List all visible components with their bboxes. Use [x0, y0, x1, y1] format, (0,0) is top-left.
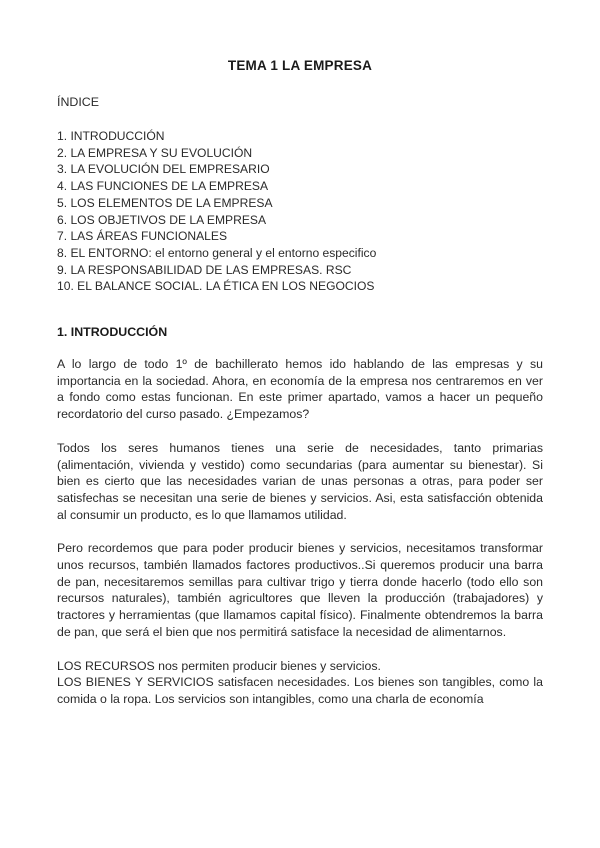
- toc-item: 6. LOS OBJETIVOS DE LA EMPRESA: [57, 212, 267, 227]
- page-title: TEMA 1 LA EMPRESA: [227, 58, 373, 73]
- toc-item: 8. EL ENTORNO: el entorno general y el entorno especifico: [57, 245, 377, 260]
- recursos-line: LOS RECURSOS nos permiten producir bienes y servicios.: [57, 658, 381, 673]
- toc-item: 1. INTRODUCCIÓN: [57, 129, 165, 143]
- section-heading-introduccion: 1. INTRODUCCIÓN: [57, 325, 168, 340]
- paragraph-intro: A lo largo de todo 1º de bachillerato hemos ido hablando de las empresas y su importancia en la sociedad. Ahora, en economía de la empresa nos centraremos en ver a fondo como estas funcionan. En este primer apartado, vamos a hacer un pequeño recordatorio del curso pasado. ¿Empezamos?: [57, 357, 543, 422]
- toc-item: 7. LAS ÁREAS FUNCIONALES: [57, 229, 228, 244]
- paragraph-necesidades: Todos los seres humanos tienes una serie de necesidades, tanto primarias (alimentación, vivienda y vestido) como secundarias (para aumentar su bienestar). Si bien es cierto que las necesidades varian de unas personas a otras, para poder ser satisfechas se necesitan una serie de bienes y servicios. Asi, esta satisfacción obtenida al consumir un producto, es lo que llamamos utilidad.: [57, 440, 543, 522]
- index-label: ÍNDICE: [57, 95, 99, 109]
- paragraph-recursos: Pero recordemos que para poder producir bienes y servicios, necesitamos transformar unos recursos, también llamados factores productivos..Si queremos producir una barra de pan, necesitaremos semillas para cultivar trigo y tierra donde hacerlo (todo ello son recursos naturales), también agricultores que lleven la producción (trabajadores) y tractores y herramientas (que llamamos capital físico). Finalmente obtendremos la barra de pan, que será el bien que nos permitirá satisface la necesidad de alimentarnos.: [57, 541, 543, 639]
- toc-item: 9. LA RESPONSABILIDAD DE LAS EMPRESAS. RSC: [57, 262, 352, 277]
- toc-item: 5. LOS ELEMENTOS DE LA EMPRESA: [57, 195, 273, 210]
- toc-item: 2. LA EMPRESA Y SU EVOLUCIÓN: [57, 145, 253, 160]
- bienes-servicios-line: LOS BIENES Y SERVICIOS satisfacen necesidades. Los bienes son tangibles, como la comida o la ropa. Los servicios son intangibles, como una charla de economía: [57, 675, 543, 706]
- toc-item: 4. LAS FUNCIONES DE LA EMPRESA: [57, 179, 269, 194]
- toc-item: 3. LA EVOLUCIÓN DEL EMPRESARIO: [57, 162, 270, 177]
- toc-item: 10. EL BALANCE SOCIAL. LA ÉTICA EN LOS NEGOCIOS: [57, 279, 375, 294]
- table-of-contents: [57, 128, 543, 295]
